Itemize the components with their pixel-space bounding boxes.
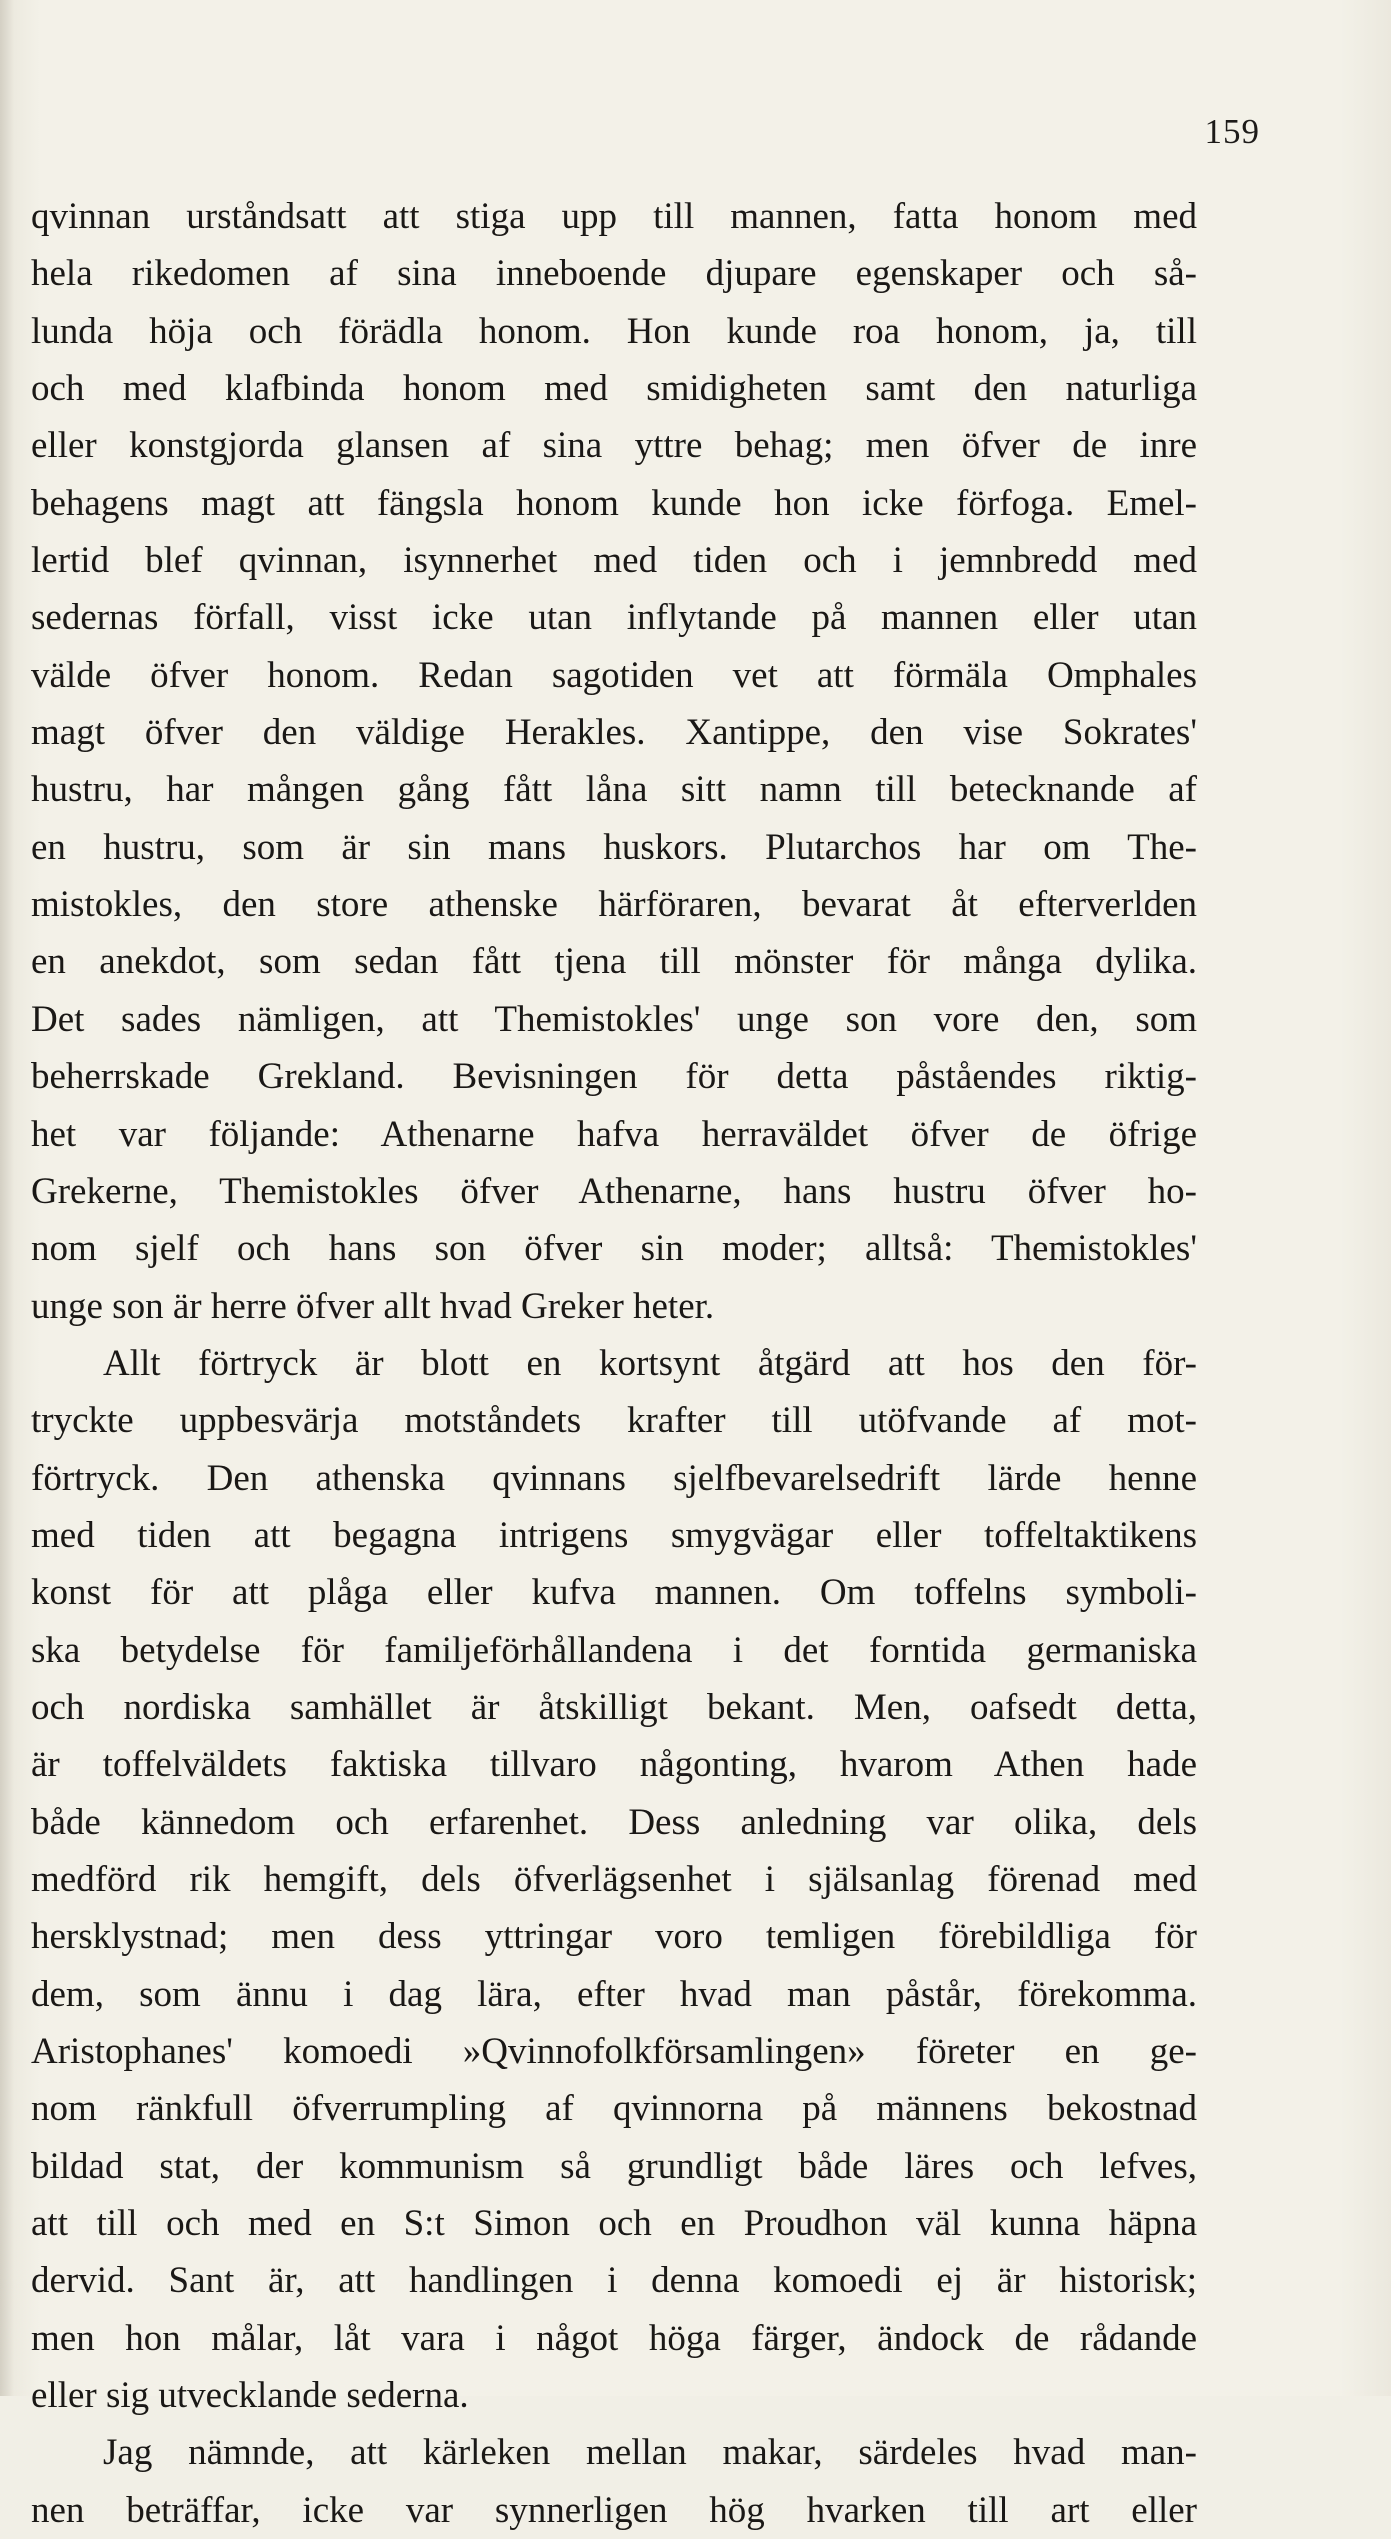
- body-text: [31, 188, 1197, 2539]
- text-line: både kännedom och erfarenhet. Dess anledning var olika, dels: [31, 1801, 1197, 1843]
- text-line: beherrskade Grekland. Bevisningen för detta påståendes riktig-: [31, 1056, 1197, 1098]
- text-line: förtryck. Den athenska qvinnans sjelfbevarelsedrift lärde henne: [31, 1457, 1197, 1499]
- text-line: hersklystnad; men dess yttringar voro temligen förebildliga för: [31, 1916, 1197, 1958]
- text-line: är toffelväldets faktiska tillvaro någonting, hvarom Athen hade: [31, 1744, 1197, 1786]
- text-line: nom sjelf och hans son öfver sin moder; alltså: Themistokles': [31, 1228, 1197, 1270]
- text-line: magt öfver den väldige Herakles. Xantippe, den vise Sokrates': [31, 712, 1197, 754]
- paragraph-start-line: Allt förtryck är blott en kortsynt åtgärd att hos den för-: [103, 1342, 1197, 1384]
- text-line: ska betydelse för familjeförhållandena i det forntida germaniska: [31, 1629, 1197, 1671]
- text-line: konst för att plåga eller kufva mannen. Om toffelns symboli-: [31, 1572, 1197, 1614]
- text-line: qvinnan urståndsatt att stiga upp till mannen, fatta honom med: [31, 196, 1197, 237]
- text-line: Aristophanes' komoedi »Qvinnofolkförsamlingen» företer en ge-: [31, 2031, 1197, 2072]
- text-line: Grekerne, Themistokles öfver Athenarne, hans hustru öfver ho-: [31, 1170, 1197, 1212]
- text-line: hela rikedomen af sina inneboende djupare egenskaper och så-: [31, 253, 1197, 295]
- binding-shadow: [0, 0, 14, 2396]
- text-line: och nordiska samhället är åtskilligt bekant. Men, oafsedt detta,: [31, 1686, 1197, 1728]
- text-line: Det sades nämligen, att Themistokles' unge son vore den, som: [31, 998, 1197, 1040]
- text-line: nen beträffar, icke var synnerligen hög hvarken till art eller: [31, 2489, 1197, 2531]
- text-line: dem, som ännu i dag lära, efter hvad man påstår, förekomma.: [31, 1973, 1197, 2015]
- text-line: dervid. Sant är, att handlingen i denna komoedi ej är historisk;: [31, 2260, 1197, 2302]
- text-line: sedernas förfall, visst icke utan inflytande på mannen eller utan: [31, 597, 1197, 639]
- text-line: bildad stat, der kommunism så grundligt både läres och lefves,: [31, 2145, 1197, 2187]
- text-line: eller konstgjorda glansen af sina yttre behag; men öfver de inre: [31, 425, 1197, 467]
- text-line: lertid blef qvinnan, isynnerhet med tiden och i jemnbredd med: [31, 540, 1197, 582]
- text-line: mistokles, den store athenske härföraren, bevarat åt efterverlden: [31, 884, 1197, 926]
- text-line: hustru, har mången gång fått låna sitt namn till betecknande af: [31, 769, 1197, 811]
- text-line: lunda höja och förädla honom. Hon kunde roa honom, ja, till: [31, 310, 1197, 352]
- text-line: nom ränkfull öfverrumpling af qvinnorna på männens bekostnad: [31, 2088, 1197, 2130]
- text-line: med tiden att begagna intrigens smygvägar eller toffeltaktikens: [31, 1514, 1197, 1556]
- page-number: 159: [1204, 112, 1260, 151]
- text-line: het var följande: Athenarne hafva herraväldet öfver de öfrige: [31, 1113, 1197, 1155]
- text-line: en hustru, som är sin mans huskors. Plutarchos har om The-: [31, 826, 1197, 868]
- paragraph-start-line: Jag nämnde, att kärleken mellan makar, särdeles hvad man-: [103, 2432, 1197, 2474]
- text-line: välde öfver honom. Redan sagotiden vet att förmäla Omphales: [31, 654, 1197, 696]
- paragraph-end-line: unge son är herre öfver allt hvad Greker heter.: [31, 1285, 715, 1327]
- text-line: tryckte uppbesvärja motståndets krafter till utöfvande af mot-: [31, 1400, 1197, 1442]
- text-line: medförd rik hemgift, dels öfverlägsenhet i själsanlag förenad med: [31, 1858, 1197, 1900]
- text-line: och med klafbinda honom med smidigheten samt den naturliga: [31, 368, 1197, 410]
- text-line: en anekdot, som sedan fått tjena till mönster för många dylika.: [31, 941, 1197, 983]
- text-line: behagens magt att fängsla honom kunde hon icke förfoga. Emel-: [31, 482, 1197, 524]
- paragraph-end-line: eller sig utvecklande sederna.: [31, 2375, 469, 2417]
- text-line: att till och med en S:t Simon och en Proudhon väl kunna häpna: [31, 2203, 1197, 2245]
- text-line: men hon målar, låt vara i något höga färger, ändock de rådande: [31, 2317, 1197, 2359]
